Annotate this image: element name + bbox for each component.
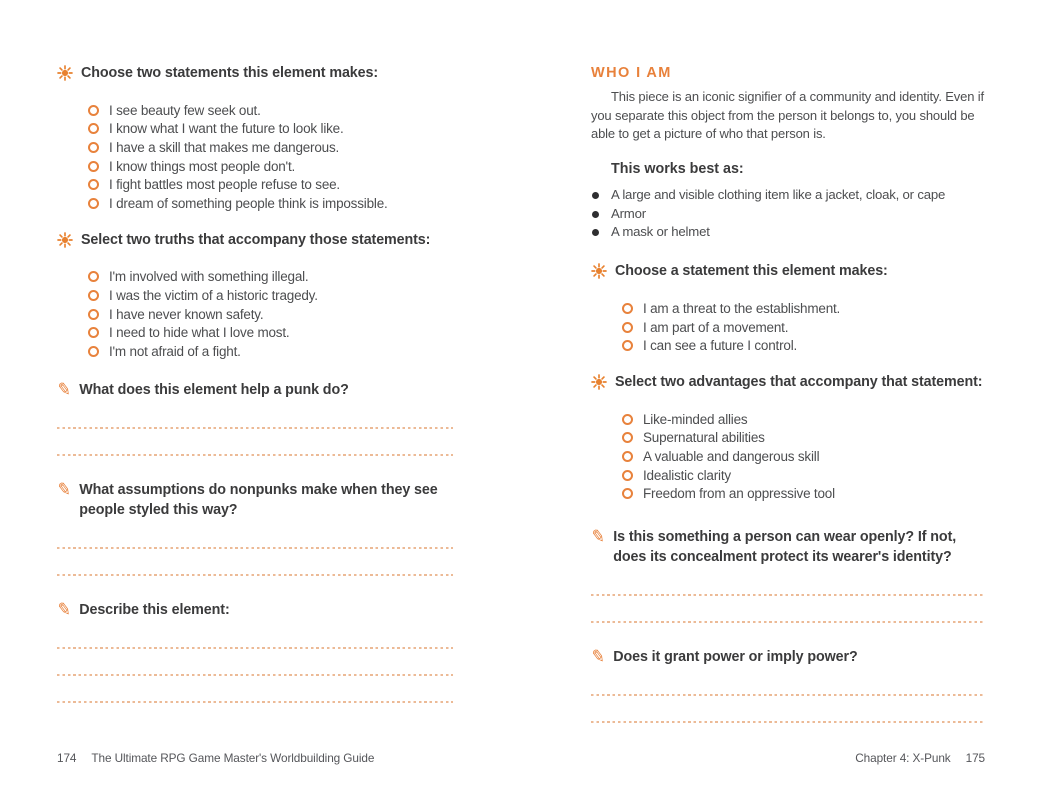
bullet-item: Armor: [591, 205, 985, 224]
writing-area: [591, 669, 985, 723]
section-heading-row: [57, 63, 453, 83]
checklist-option: I have a skill that makes me dangerous.: [88, 138, 453, 157]
writing-line: [57, 429, 453, 456]
checklist-option: I am a threat to the establishment.: [622, 299, 985, 318]
choice-circle-icon: [622, 340, 633, 351]
question-row: [57, 380, 453, 400]
checklist-option: I see beauty few seek out.: [88, 101, 453, 120]
choice-circle-icon: [88, 198, 99, 209]
checklist-option: I have never known safety.: [88, 305, 453, 324]
pencil-icon: ✎: [589, 526, 607, 547]
checklist-option: I'm not afraid of a fight.: [88, 342, 453, 361]
page-section-title: WHO I AM: [591, 65, 672, 81]
question-row: [57, 480, 453, 520]
question-prompt: What does this element help a punk do?: [79, 381, 349, 398]
choice-circle-icon: [88, 290, 99, 301]
writing-line: [591, 596, 985, 623]
choice-circle-icon: [622, 470, 633, 481]
checklist-option: I know things most people don't.: [88, 157, 453, 176]
intro-paragraph: This piece is an iconic signifier of a community and identity. Even if you separate this object from the person it belongs to, you should be able to get a picture of who that person is.: [591, 89, 984, 142]
checklist-option: I am part of a movement.: [622, 318, 985, 337]
page-number: 174: [57, 751, 77, 765]
choice-circle-icon: [88, 179, 99, 190]
checklist-section: [57, 63, 453, 213]
pencil-icon: ✎: [55, 378, 73, 400]
left-footer: [57, 751, 374, 765]
checklist-option: I'm involved with something illegal.: [88, 268, 453, 287]
checklist-option: I fight battles most people refuse to see.: [88, 175, 453, 194]
choice-circle-icon: [88, 161, 99, 172]
choice-circle-icon: [622, 322, 633, 333]
bullet-item: A mask or helmet: [591, 223, 985, 242]
writing-area: [591, 569, 985, 623]
section-heading-row: [57, 230, 453, 250]
option-list: [622, 410, 985, 503]
pencil-icon: ✎: [55, 598, 73, 620]
section-heading-row: [591, 372, 985, 392]
pencil-icon: ✎: [55, 478, 73, 500]
checklist-option: A valuable and dangerous skill: [622, 447, 985, 466]
choice-circle-icon: [88, 142, 99, 153]
question-row: [591, 647, 985, 667]
book-title: The Ultimate RPG Game Master's Worldbuilding Guide: [91, 751, 375, 765]
question-prompt: What assumptions do nonpunks make when they see people styled this way?: [79, 481, 438, 518]
writing-area: [57, 402, 453, 456]
question-row: [57, 600, 453, 620]
bullet-dot-icon: [592, 229, 599, 236]
writing-line: [57, 522, 453, 549]
sun-icon: [591, 374, 607, 390]
checklist-section: [591, 261, 985, 355]
choice-circle-icon: [88, 346, 99, 357]
works-best-heading: This works best as:: [611, 160, 744, 177]
question-section: [591, 527, 985, 623]
bullet-dot-icon: [592, 211, 599, 218]
sun-icon: [57, 65, 73, 81]
choice-circle-icon: [88, 105, 99, 116]
question-section: [57, 600, 453, 703]
writing-line: [591, 696, 985, 723]
checklist-option: Idealistic clarity: [622, 466, 985, 485]
choice-circle-icon: [88, 271, 99, 282]
sun-icon: [57, 232, 73, 248]
section-heading-row: [591, 261, 985, 281]
question-section: [57, 380, 453, 456]
section-heading: Select two advantages that accompany that statement:: [615, 373, 983, 390]
question-section: [57, 480, 453, 576]
question-prompt: Describe this element:: [79, 601, 230, 618]
checklist-option: I can see a future I control.: [622, 336, 985, 355]
choice-circle-icon: [622, 488, 633, 499]
option-list: [88, 268, 453, 361]
choice-circle-icon: [622, 414, 633, 425]
question-row: [591, 527, 985, 567]
writing-line: [57, 622, 453, 649]
writing-line: [57, 402, 453, 429]
writing-line: [591, 669, 985, 696]
checklist-section: [57, 230, 453, 361]
left-page: [57, 63, 453, 703]
writing-area: [57, 622, 453, 703]
works-best-list: [591, 186, 985, 242]
sun-icon: [591, 263, 607, 279]
section-heading: Choose a statement this element makes:: [615, 263, 888, 280]
writing-line: [57, 549, 453, 576]
option-list: [88, 101, 453, 213]
chapter-label: Chapter 4: X-Punk: [855, 751, 951, 765]
choice-circle-icon: [88, 123, 99, 134]
writing-line: [57, 676, 453, 703]
writing-line: [57, 649, 453, 676]
bullet-dot-icon: [592, 192, 599, 199]
checklist-option: Freedom from an oppressive tool: [622, 484, 985, 503]
choice-circle-icon: [88, 309, 99, 320]
right-page: [591, 63, 985, 723]
option-list: [622, 299, 985, 355]
right-footer: [855, 751, 985, 765]
bullet-item: A large and visible clothing item like a jacket, cloak, or cape: [591, 186, 985, 205]
checklist-option: I know what I want the future to look like.: [88, 120, 453, 139]
question-prompt: Is this something a person can wear openly? If not, does its concealment protect its wearer's identity?: [613, 528, 957, 565]
question-prompt: Does it grant power or imply power?: [613, 648, 858, 665]
choice-circle-icon: [622, 432, 633, 443]
checklist-option: Supernatural abilities: [622, 429, 985, 448]
question-section: [591, 647, 985, 723]
section-heading: Select two truths that accompany those statements:: [81, 231, 431, 248]
writing-area: [57, 522, 453, 576]
page-number: 175: [965, 751, 985, 765]
writing-line: [591, 569, 985, 596]
checklist-option: I was the victim of a historic tragedy.: [88, 286, 453, 305]
checklist-section: [591, 372, 985, 503]
checklist-option: I dream of something people think is impossible.: [88, 194, 453, 213]
choice-circle-icon: [622, 451, 633, 462]
checklist-option: I need to hide what I love most.: [88, 323, 453, 342]
pencil-icon: ✎: [589, 646, 607, 667]
choice-circle-icon: [622, 303, 633, 314]
checklist-option: Like-minded allies: [622, 410, 985, 429]
choice-circle-icon: [88, 327, 99, 338]
section-heading: Choose two statements this element makes:: [81, 65, 379, 81]
